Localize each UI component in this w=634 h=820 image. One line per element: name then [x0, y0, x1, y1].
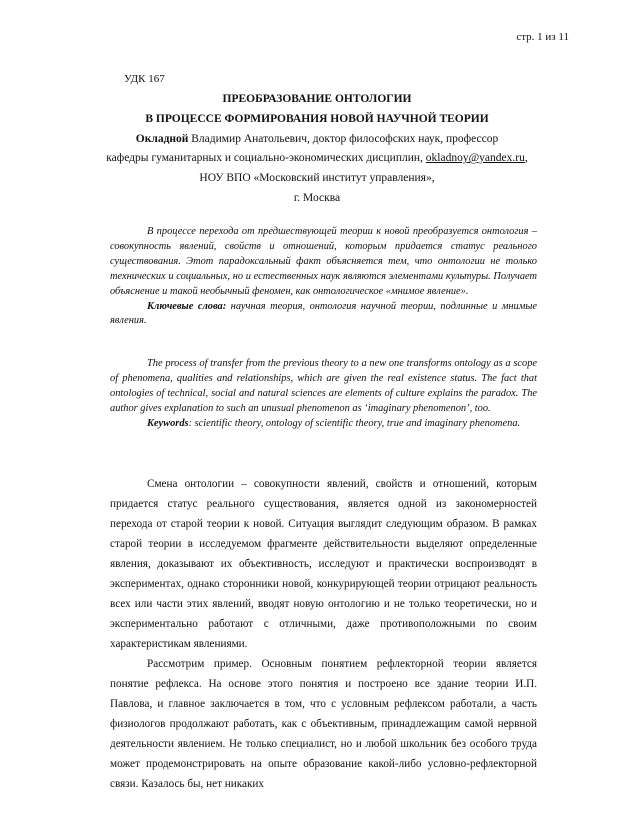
article-body	[110, 474, 537, 794]
keywords-en-list: : scientific theory, ontology of scientific theory, true and imaginary phenomena.	[188, 417, 521, 429]
article-title-line-2: В ПРОЦЕССЕ ФОРМИРОВАНИЯ НОВОЙ НАУЧНОЙ ТЕОРИИ	[145, 113, 489, 125]
keywords-en-label: Keywords	[147, 417, 189, 429]
abstract-en-text: The process of transfer from the previous theory to a new one transforms ontology as a scope of phenomena, qualities and relationships, which are given the real existence status. The fact that ontologies of technical, social and natural sciences are elements of culture explains the paradox. The author gives explanation to such an unusual phenomenon as ‘imaginary phenomenon’, too.	[110, 358, 537, 414]
body-paragraph-2: Рассмотрим пример. Основным понятием рефлекторной теории является понятие рефлекса. На основе этого понятия и построено все здание теории И.П. Павлова, и главное заключается в том, что с условным рефлексом работали, а часть физиологов продолжают работать, как с объективным, принадлежащим самой нервной деятельности явлением. Не только специалист, но и любой школьник без особого труда может продемонстрировать на опыте образование какой-либо условно-рефлекторной связи. Казалось бы, нет никаких	[110, 658, 537, 790]
department-end: ,	[524, 152, 528, 164]
udk-code: УДК 167	[124, 73, 165, 85]
abstract-russian	[110, 225, 537, 329]
keywords-en	[110, 417, 537, 432]
body-paragraph-1: Смена онтологии – совокупности явлений, свойств и отношений, которым придается статус реального существования, является одной из закономерностей перехода от старой теории к новой. Ситуация выглядит следующим образом. В рамках старой теории в исследуемом фрагменте действительности выделяют определенные явления, доказывают их объективность, исследуют и практически воспроизводят в экспериментах, однако сторонники новой, конкурирующей теории отрицают реальность всех или части этих явлений, вводят новую онтологию и не только теоретически, но и экспериментально работают с отличными, даже противоположными по своим характеристикам явлениями.	[110, 478, 537, 650]
author-city: г. Москва	[293, 192, 341, 204]
author-email-link[interactable]: okladnoy@yandex.ru	[425, 152, 525, 164]
author-organization: НОУ ВПО «Московский институт управления»,	[199, 172, 435, 184]
article-title-line-1: ПРЕОБРАЗОВАНИЕ ОНТОЛОГИИ	[222, 93, 412, 105]
page-number: стр. 1 из 11	[516, 31, 569, 43]
abstract-ru-text: В процессе перехода от предшествующей теории к новой преобразуется онтология – совокупность явлений, свойств и отношений, которым придается статус реального существования. Этот парадоксальный факт объясняется тем, что онтологии не только технических и социальных, но и естественных наук являются элементами культуры. Получает объяснение и такой необычный феномен, как онтологическое «мнимое явление».	[110, 226, 537, 297]
author-details: Владимир Анатольевич, доктор философских наук, профессор	[188, 133, 499, 145]
department-text: кафедры гуманитарных и социально-экономических дисциплин,	[106, 152, 426, 164]
author-line	[0, 133, 634, 145]
author-department	[0, 152, 634, 164]
keywords-ru	[110, 300, 537, 330]
abstract-english	[110, 357, 537, 432]
keywords-ru-list: научная теория, онтология научной теории, подлинные и мнимые явления.	[110, 300, 537, 327]
keywords-ru-label: Ключевые слова:	[147, 300, 227, 312]
author-surname: Окладной	[135, 133, 189, 145]
